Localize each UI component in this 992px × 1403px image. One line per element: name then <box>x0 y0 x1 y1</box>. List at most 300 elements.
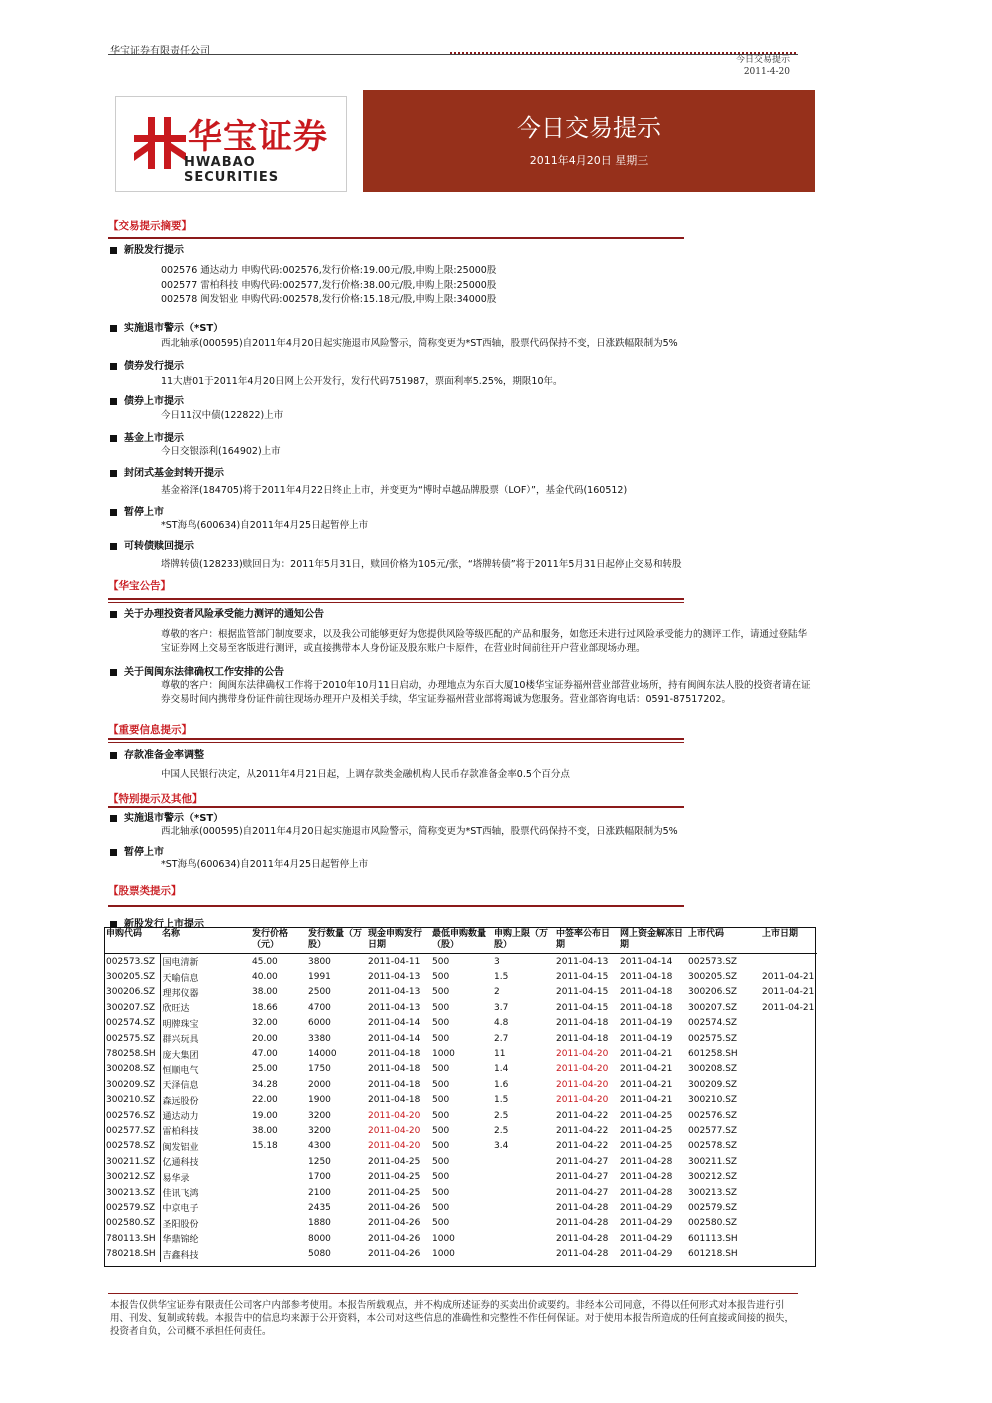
table-cell: 15.18 <box>252 1141 278 1152</box>
section-rule <box>108 738 684 740</box>
table-cell: 2011-04-14 <box>368 1018 421 1029</box>
section-heading-special: 【特别提示及其他】 <box>108 793 203 805</box>
table-cell: 500 <box>432 987 450 998</box>
table-cell: 闽发铝业 <box>162 1142 199 1153</box>
table-cell: 天喻信息 <box>162 973 199 984</box>
table-cell: 2011-04-25 <box>368 1156 421 1167</box>
table-cell: 22.00 <box>252 1095 278 1106</box>
table-cell: 2011-04-13 <box>556 956 609 967</box>
table-cell: 2011-04-27 <box>556 1187 609 1198</box>
table-cell: 2011-04-22 <box>556 1125 609 1136</box>
table-cell: 2011-04-21 <box>762 1002 815 1013</box>
table-row <box>104 1139 817 1154</box>
table-cell: 2011-04-15 <box>556 987 609 998</box>
table-cell <box>760 1123 817 1138</box>
announce-2-text: 尊敬的客户：闽闽东法律确权工作将于2010年10月11日启动，办理地点为东百大厦10楼华宝证券福州营业部营业场所，持有闽闽东法人股的投资者请在证券交易时间内携带身份证件前往现场办理开户及相关手续，华宝证券福州营业部将竭诚为您服务。营业部咨询电话：0591-87517202。 <box>161 680 811 705</box>
table-cell: 500 <box>432 1110 450 1121</box>
table-cell: 4700 <box>308 1002 331 1013</box>
table-cell: 2011-04-13 <box>368 1002 421 1013</box>
table-cell: 1.5 <box>494 1095 509 1106</box>
table-cell: 500 <box>432 1187 450 1198</box>
bond-issue-text: 11大唐01于2011年4月20日网上公开发行，发行代码751987，票面利率5.25%，期限10年。 <box>161 376 563 387</box>
col-header: 名称 <box>160 927 250 954</box>
table-cell: 002578.SZ <box>104 1139 160 1154</box>
item-bond-listing: 债券上市提示 <box>110 392 184 407</box>
table-cell <box>760 1185 817 1200</box>
bullet-icon <box>110 325 117 332</box>
table-cell: 亿通科技 <box>162 1158 199 1169</box>
table-cell: 500 <box>432 1156 450 1167</box>
table-cell: 300213.SZ <box>104 1185 160 1200</box>
table-cell: 2011-04-18 <box>368 1049 421 1060</box>
table-cell: 1000 <box>432 1249 455 1260</box>
bullet-icon <box>110 752 117 759</box>
table-cell: 300212.SZ <box>104 1169 160 1184</box>
table-cell: 2.7 <box>494 1033 509 1044</box>
table-cell: 500 <box>432 1064 450 1075</box>
table-cell: 2500 <box>308 987 331 998</box>
table-cell: 500 <box>432 956 450 967</box>
bullet-icon <box>110 435 117 442</box>
table-cell: 34.28 <box>252 1079 278 1090</box>
table-cell: 2011-04-26 <box>368 1249 421 1260</box>
col-header: 中签率公布日期 <box>554 927 618 954</box>
table-row <box>104 969 817 984</box>
new-stock-line: 002577 雷柏科技 申购代码:002577,发行价格:38.00元/股,申购上限:25000股 <box>161 280 497 291</box>
table-cell: 002575.SZ <box>688 1033 738 1044</box>
fund-listing-text: 今日交银添利(164902)上市 <box>161 446 281 457</box>
table-cell: 002576.SZ <box>688 1110 738 1121</box>
table-cell: 300209.SZ <box>104 1077 160 1092</box>
item-special-suspend: 暂停上市 <box>110 843 164 858</box>
table-cell <box>760 1154 817 1169</box>
table-row <box>104 1185 817 1200</box>
col-header: 发行价格（元） <box>250 927 306 954</box>
table-cell: 1700 <box>308 1172 331 1183</box>
table-cell: 2011-04-18 <box>556 1033 609 1044</box>
table-cell <box>760 1200 817 1215</box>
table-cell: 500 <box>432 1172 450 1183</box>
banner-title: 今日交易提示 <box>517 114 661 142</box>
table-cell: 300206.SZ <box>104 985 160 1000</box>
bullet-icon <box>110 398 117 405</box>
table-cell: 3380 <box>308 1033 331 1044</box>
table-cell: 002580.SZ <box>688 1218 738 1229</box>
table-cell: 3200 <box>308 1110 331 1121</box>
table-cell <box>492 1216 554 1231</box>
table-cell: 天泽信息 <box>162 1081 199 1092</box>
table-cell: 2011-04-21 <box>620 1095 673 1106</box>
table-cell: 002580.SZ <box>104 1216 160 1231</box>
table-cell: 吉鑫科技 <box>162 1250 199 1261</box>
table-row <box>104 1000 817 1015</box>
table-cell: 雷柏科技 <box>162 1127 199 1138</box>
table-cell: 002579.SZ <box>104 1200 160 1215</box>
bullet-icon <box>110 815 117 822</box>
table-cell: 易华录 <box>162 1173 190 1184</box>
table-cell: 2011-04-19 <box>620 1033 673 1044</box>
table-cell: 002573.SZ <box>104 954 160 970</box>
table-cell <box>250 1169 306 1184</box>
table-cell: 25.00 <box>252 1064 278 1075</box>
table-cell: 2011-04-28 <box>556 1233 609 1244</box>
table-cell: 2011-04-29 <box>620 1202 673 1213</box>
table-cell: 3.7 <box>494 1002 509 1013</box>
table-cell: 2011-04-26 <box>368 1202 421 1213</box>
table-cell: 2011-04-28 <box>556 1202 609 1213</box>
table-cell <box>492 1169 554 1184</box>
table-cell: 圣阳股份 <box>162 1219 199 1230</box>
table-cell: 002577.SZ <box>104 1123 160 1138</box>
table-cell: 500 <box>432 1202 450 1213</box>
table-cell: 2.5 <box>494 1110 509 1121</box>
table-cell: 002577.SZ <box>688 1125 738 1136</box>
table-cell: 2100 <box>308 1187 331 1198</box>
table-cell: 500 <box>432 1018 450 1029</box>
table-cell: 6000 <box>308 1018 331 1029</box>
col-header: 现金申购发行日期 <box>366 927 430 954</box>
table-cell: 2011-04-18 <box>620 972 673 983</box>
table-cell: 300206.SZ <box>688 987 738 998</box>
table-cell: 1991 <box>308 972 331 983</box>
section-rule <box>108 905 684 907</box>
table-row <box>104 1062 817 1077</box>
hwabao-logo-icon <box>130 113 190 173</box>
item-reserve-ratio: 存款准备金率调整 <box>110 746 204 761</box>
table-cell: 佳讯飞鸿 <box>162 1189 199 1200</box>
table-cell: 2011-04-29 <box>620 1233 673 1244</box>
section-heading-stocks: 【股票类提示】 <box>108 885 182 897</box>
table-cell <box>492 1246 554 1261</box>
new-stock-line: 002578 闽发铝业 申购代码:002578,发行价格:15.18元/股,申购上限:34000股 <box>161 294 497 305</box>
table-cell: 1.6 <box>494 1079 509 1090</box>
table-cell <box>760 1139 817 1154</box>
table-cell <box>760 1093 817 1108</box>
table-cell: 300205.SZ <box>688 972 738 983</box>
table-cell <box>760 1108 817 1123</box>
col-header: 申购上限（万股） <box>492 927 554 954</box>
table-cell <box>492 1200 554 1215</box>
table-row <box>104 1123 817 1138</box>
table-cell: 1.5 <box>494 972 509 983</box>
table-cell: 2011-04-15 <box>556 972 609 983</box>
table-cell: 理邦仪器 <box>162 988 199 999</box>
table-cell: 2011-04-25 <box>620 1110 673 1121</box>
header-right <box>700 54 790 78</box>
table-cell: 002576.SZ <box>104 1108 160 1123</box>
item-announce-1: 关于办理投资者风险承受能力测评的通知公告 <box>110 605 324 620</box>
bullet-icon <box>110 669 117 676</box>
table-cell: 群兴玩具 <box>162 1035 199 1046</box>
table-cell: 002578.SZ <box>688 1141 738 1152</box>
table-cell: 4.8 <box>494 1018 509 1029</box>
table-cell: 2011-04-18 <box>620 987 673 998</box>
table-cell: 华鼎锦纶 <box>162 1235 199 1246</box>
table-cell: 2011-04-20 <box>556 1064 609 1075</box>
table-cell: 2011-04-27 <box>556 1156 609 1167</box>
table-cell: 500 <box>432 1125 450 1136</box>
table-row <box>104 1154 817 1169</box>
table-cell: 明牌珠宝 <box>162 1019 199 1030</box>
table-row <box>104 1246 817 1261</box>
table-row <box>104 1200 817 1215</box>
table-cell: 2011-04-29 <box>620 1249 673 1260</box>
table-cell: 2011-04-28 <box>620 1156 673 1167</box>
new-stock-line: 002576 通达动力 申购代码:002576,发行价格:19.00元/股,申购上限:25000股 <box>161 265 497 276</box>
table-cell: 2011-04-21 <box>762 987 815 998</box>
announce-1-text: 尊敬的客户：根据监管部门制度要求，以及我公司能够更好为您提供风险等级匹配的产品和服务，如您还未进行过风险承受能力的测评工作，请通过登陆华宝证券网上交易至客版进行测评，或直接携带本人身份证及股东账户卡原件，在营业时间前往开户营业部现场办理。 <box>161 629 808 654</box>
table-cell: 002573.SZ <box>688 956 738 967</box>
table-cell <box>760 1046 817 1061</box>
doc-date: 2011-4-20 <box>743 67 790 77</box>
table-cell: 500 <box>432 1218 450 1229</box>
table-cell: 2011-04-18 <box>368 1095 421 1106</box>
table-cell: 国电清新 <box>162 958 199 969</box>
table-cell: 通达动力 <box>162 1112 199 1123</box>
item-st-warning: 实施退市警示（*ST） <box>110 319 223 334</box>
table-cell: 1250 <box>308 1156 331 1167</box>
table-cell <box>760 1031 817 1046</box>
table-cell: 2011-04-18 <box>620 1002 673 1013</box>
bullet-icon <box>110 611 117 618</box>
col-header: 上市日期 <box>760 927 817 954</box>
table-cell: 11 <box>494 1049 506 1060</box>
table-cell: 38.00 <box>252 1125 278 1136</box>
table-row <box>104 985 817 1000</box>
col-header: 上市代码 <box>686 927 760 954</box>
closed-fund-text: 基金裕泽(184705)将于2011年4月22日终止上市，并变更为“博时卓越品牌股票（LOF）”，基金代码(160512) <box>161 485 628 496</box>
table-cell: 1000 <box>432 1049 455 1060</box>
col-header: 最低申购数量（股） <box>430 927 492 954</box>
doc-type: 今日交易提示 <box>735 55 790 65</box>
table-cell: 2011-04-21 <box>620 1079 673 1090</box>
table-cell: 2011-04-21 <box>620 1049 673 1060</box>
table-cell: 2011-04-28 <box>620 1187 673 1198</box>
table-cell: 2011-04-14 <box>368 1033 421 1044</box>
table-row <box>104 1231 817 1246</box>
table-cell: 3.4 <box>494 1141 509 1152</box>
table-cell: 5080 <box>308 1249 331 1260</box>
section-rule <box>108 237 684 239</box>
col-header: 网上资金解冻日期 <box>618 927 686 954</box>
table-cell: 庞大集团 <box>162 1050 199 1061</box>
table-cell: 002579.SZ <box>688 1202 738 1213</box>
table-cell: 38.00 <box>252 987 278 998</box>
table-cell: 002574.SZ <box>688 1018 738 1029</box>
section-rule <box>108 598 684 600</box>
table-cell: 2011-04-27 <box>556 1172 609 1183</box>
table-cell: 18.66 <box>252 1002 278 1013</box>
item-bond-issue: 债券发行提示 <box>110 357 184 372</box>
section-rule <box>108 806 684 808</box>
special-suspend-text: *ST海鸟(600634)自2011年4月25日起暂停上市 <box>161 859 369 870</box>
table-cell: 002575.SZ <box>104 1031 160 1046</box>
table-cell: 2011-04-20 <box>368 1141 421 1152</box>
table-cell: 1880 <box>308 1218 331 1229</box>
table-cell: 2011-04-20 <box>556 1079 609 1090</box>
bullet-icon <box>110 247 117 254</box>
table-cell: 300207.SZ <box>104 1000 160 1015</box>
section-heading-summary: 【交易提示摘要】 <box>108 220 192 232</box>
ipo-table <box>104 927 817 1262</box>
special-st-text: 西北轴承(000595)自2011年4月20日起实施退市风险警示，简称变更为*ST西轴，股票代码保持不变，日涨跌幅限制为5% <box>161 826 678 837</box>
table-cell: 40.00 <box>252 972 278 983</box>
table-cell: 780218.SH <box>104 1246 160 1261</box>
table-cell: 2011-04-26 <box>368 1233 421 1244</box>
table-cell <box>760 1016 817 1031</box>
table-row <box>104 1031 817 1046</box>
table-cell: 2011-04-29 <box>620 1218 673 1229</box>
table-cell: 500 <box>432 1141 450 1152</box>
table-cell: 601218.SH <box>688 1249 738 1260</box>
table-cell: 2011-04-18 <box>368 1079 421 1090</box>
item-announce-2: 关于闽闽东法律确权工作安排的公告 <box>110 663 284 678</box>
table-cell: 300208.SZ <box>688 1064 738 1075</box>
table-cell: 45.00 <box>252 956 278 967</box>
table-cell: 300208.SZ <box>104 1062 160 1077</box>
table-row <box>104 1216 817 1231</box>
table-cell: 2011-04-21 <box>762 972 815 983</box>
table-cell <box>250 1200 306 1215</box>
table-cell: 8000 <box>308 1233 331 1244</box>
table-cell: 500 <box>432 1095 450 1106</box>
table-cell: 300205.SZ <box>104 969 160 984</box>
table-cell: 2011-04-25 <box>620 1141 673 1152</box>
table-cell: 300209.SZ <box>688 1079 738 1090</box>
table-cell: 14000 <box>308 1049 337 1060</box>
item-closed-fund: 封闭式基金封转开提示 <box>110 464 224 479</box>
table-cell: 中京电子 <box>162 1204 199 1215</box>
header-rule <box>108 54 798 55</box>
section-heading-important: 【重要信息提示】 <box>108 724 192 736</box>
table-cell: 2011-04-18 <box>368 1064 421 1075</box>
table-cell <box>250 1216 306 1231</box>
bullet-icon <box>110 849 117 856</box>
item-ipo-table: 新股发行上市提示 <box>110 915 204 930</box>
table-cell: 300212.SZ <box>688 1172 738 1183</box>
table-cell: 2011-04-28 <box>556 1218 609 1229</box>
table-cell: 欣旺达 <box>162 1004 190 1015</box>
reserve-ratio-text: 中国人民银行决定，从2011年4月21日起，上调存款类金融机构人民币存款准备金率0.5个百分点 <box>161 769 570 780</box>
bullet-icon <box>110 470 117 477</box>
table-cell: 4300 <box>308 1141 331 1152</box>
table-cell: 2011-04-13 <box>368 987 421 998</box>
table-cell: 2011-04-26 <box>368 1218 421 1229</box>
table-cell: 2011-04-19 <box>620 1018 673 1029</box>
table-cell: 300207.SZ <box>688 1002 738 1013</box>
table-cell: 2011-04-21 <box>620 1064 673 1075</box>
table-cell: 601258.SH <box>688 1049 738 1060</box>
section-rule <box>108 742 684 743</box>
table-cell <box>760 1216 817 1231</box>
table-cell: 2011-04-11 <box>368 956 421 967</box>
table-cell: 300211.SZ <box>104 1154 160 1169</box>
table-cell: 3 <box>494 956 500 967</box>
table-row <box>104 1108 817 1123</box>
section-rule <box>108 602 684 603</box>
title-banner <box>363 90 815 192</box>
table-cell: 2011-04-18 <box>556 1018 609 1029</box>
bullet-icon <box>110 543 117 550</box>
st-warning-text: 西北轴承(000595)自2011年4月20日起实施退市风险警示，简称变更为*ST西轴，股票代码保持不变，日涨跌幅限制为5% <box>161 338 678 349</box>
table-cell: 2011-04-25 <box>368 1172 421 1183</box>
item-convertible: 可转债赎回提示 <box>110 537 194 552</box>
table-cell: 500 <box>432 1033 450 1044</box>
table-cell: 780258.SH <box>104 1046 160 1061</box>
table-row <box>104 1169 817 1184</box>
table-cell: 300213.SZ <box>688 1187 738 1198</box>
table-cell <box>250 1231 306 1246</box>
company-name: 华宝证券有限责任公司 <box>110 46 210 57</box>
table-cell: 300211.SZ <box>688 1156 738 1167</box>
table-cell: 2435 <box>308 1202 331 1213</box>
table-cell: 500 <box>432 972 450 983</box>
table-cell: 19.00 <box>252 1110 278 1121</box>
item-fund-listing: 基金上市提示 <box>110 429 184 444</box>
table-cell: 3800 <box>308 956 331 967</box>
table-cell: 500 <box>432 1002 450 1013</box>
bullet-icon <box>110 363 117 370</box>
table-cell: 1900 <box>308 1095 331 1106</box>
table-cell: 300210.SZ <box>104 1093 160 1108</box>
disclaimer: 本报告仅供华宝证券有限责任公司客户内部参考使用。本报告所载观点，并不构成所述证券的买卖出价或要约。非经本公司同意，不得以任何形式对本报告进行引用、刊发、复制或转载。本报告中的信息均来源于公开资料，本公司对这些信息的准确性和完整性不作任何保证。对于使用本报告所造成的任何直接或间接的损失，投资者自负，公司概不承担任何责任。 <box>110 1300 795 1337</box>
table-cell: 780113.SH <box>104 1231 160 1246</box>
table-cell: 2011-04-25 <box>368 1187 421 1198</box>
item-special-st: 实施退市警示（*ST） <box>110 809 223 824</box>
table-cell <box>250 1154 306 1169</box>
table-cell: 20.00 <box>252 1033 278 1044</box>
table-cell <box>760 1169 817 1184</box>
table-cell: 3200 <box>308 1125 331 1136</box>
table-cell <box>760 1077 817 1092</box>
bond-listing-text: 今日11汉中债(122822)上市 <box>161 410 284 421</box>
table-cell: 1.4 <box>494 1064 509 1075</box>
table-cell: 恒顺电气 <box>162 1065 199 1076</box>
col-header: 申购代码 <box>104 927 160 954</box>
table-cell: 2011-04-22 <box>556 1141 609 1152</box>
table-row <box>104 1046 817 1061</box>
table-cell: 601113.SH <box>688 1233 738 1244</box>
table-cell <box>760 1062 817 1077</box>
table-cell: 2011-04-20 <box>556 1095 609 1106</box>
item-new-stock: 新股发行提示 <box>110 241 184 256</box>
table-cell <box>760 1231 817 1246</box>
table-cell: 2011-04-20 <box>368 1110 421 1121</box>
table-cell: 2.5 <box>494 1125 509 1136</box>
table-cell: 2011-04-20 <box>556 1049 609 1060</box>
table-header-row <box>104 927 817 954</box>
table-cell: 2011-04-13 <box>368 972 421 983</box>
table-cell: 002574.SZ <box>104 1016 160 1031</box>
section-heading-announce: 【华宝公告】 <box>108 580 171 592</box>
table-cell: 2011-04-28 <box>556 1249 609 1260</box>
table-row <box>104 1077 817 1092</box>
table-cell <box>492 1231 554 1246</box>
table-cell: 300210.SZ <box>688 1095 738 1106</box>
table-cell: 32.00 <box>252 1018 278 1029</box>
table-cell <box>250 1246 306 1261</box>
table-cell: 2011-04-20 <box>368 1125 421 1136</box>
table-cell <box>250 1185 306 1200</box>
col-header: 发行数量（万股） <box>306 927 366 954</box>
convertible-text: 塔牌转债(128233)赎回日为：2011年5月31日，赎回价格为105元/张，“塔牌转债”将于2011年5月31日起停止交易和转股 <box>161 559 682 570</box>
table-cell <box>760 1246 817 1261</box>
suspend-text: *ST海鸟(600634)自2011年4月25日起暂停上市 <box>161 520 369 531</box>
footer-rule <box>108 1293 798 1294</box>
table-cell: 2011-04-28 <box>620 1172 673 1183</box>
banner-date: 2011年4月20日 星期三 <box>529 154 649 167</box>
table-cell: 2011-04-14 <box>620 956 673 967</box>
